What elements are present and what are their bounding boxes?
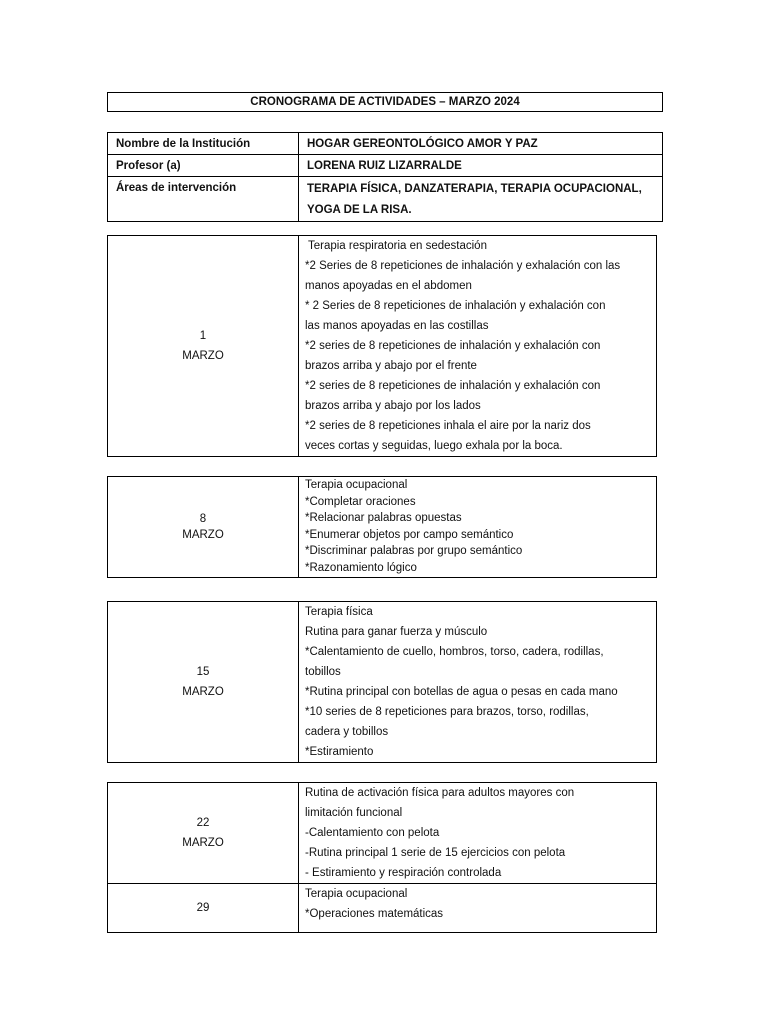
activity-line: *Estiramiento bbox=[305, 746, 374, 758]
activity-line: Terapia física bbox=[305, 606, 373, 618]
session-table-8 bbox=[107, 476, 657, 578]
session-date bbox=[108, 884, 299, 933]
session-table-1 bbox=[107, 235, 657, 457]
activity-line: - Estiramiento y respiración controlada bbox=[305, 867, 502, 879]
session-row bbox=[108, 884, 657, 933]
activity-line: *Discriminar palabras por grupo semántico bbox=[305, 545, 523, 557]
session-month: MARZO bbox=[182, 837, 224, 849]
info-label: Profesor (a) bbox=[108, 155, 299, 177]
session-table-15 bbox=[107, 601, 657, 763]
info-label: Nombre de la Institución bbox=[108, 133, 299, 155]
info-row-institution bbox=[108, 133, 663, 155]
activity-line: veces cortas y seguidas, luego exhala por la boca. bbox=[305, 440, 563, 452]
session-activities bbox=[299, 783, 657, 884]
activity-line: Terapia ocupacional bbox=[305, 479, 408, 491]
session-table-22-29 bbox=[107, 782, 657, 933]
activity-line: Terapia respiratoria en sedestación bbox=[305, 240, 487, 252]
session-row bbox=[108, 783, 657, 884]
session-month: MARZO bbox=[182, 529, 224, 541]
activity-line: *2 series de 8 repeticiones de inhalación y exhalación con bbox=[305, 380, 601, 392]
document-title: CRONOGRAMA DE ACTIVIDADES – MARZO 2024 bbox=[107, 92, 663, 112]
session-day: 22 bbox=[196, 817, 210, 829]
activity-line: *2 series de 8 repeticiones de inhalación y exhalación con bbox=[305, 340, 601, 352]
info-value-line: LORENA RUIZ LIZARRALDE bbox=[307, 160, 462, 172]
info-value bbox=[299, 177, 663, 222]
session-month: MARZO bbox=[182, 686, 224, 698]
activity-line: manos apoyadas en el abdomen bbox=[305, 280, 472, 292]
session-date bbox=[108, 477, 299, 578]
session-row bbox=[108, 602, 657, 763]
activity-line: *Operaciones matemáticas bbox=[305, 908, 444, 920]
activity-line: *Completar oraciones bbox=[305, 495, 416, 508]
activity-line: *Calentamiento de cuello, hombros, torso, cadera, rodillas, bbox=[305, 646, 604, 658]
activity-line: Rutina para ganar fuerza y músculo bbox=[305, 626, 488, 638]
activity-line: limitación funcional bbox=[305, 807, 403, 819]
info-value bbox=[299, 155, 663, 177]
activity-line: Rutina de activación física para adultos mayores con bbox=[305, 787, 575, 799]
session-day: 1 bbox=[199, 330, 207, 342]
session-day: 8 bbox=[199, 512, 207, 525]
activity-line: Terapia ocupacional bbox=[305, 888, 408, 900]
info-value-line: HOGAR GEREONTOLÓGICO AMOR Y PAZ bbox=[307, 138, 538, 150]
activity-line: *Razonamiento lógico bbox=[305, 561, 417, 574]
activity-line: brazos arriba y abajo por los lados bbox=[305, 400, 481, 412]
activity-line: *2 series de 8 repeticiones inhala el aire por la nariz dos bbox=[305, 420, 591, 432]
session-activities bbox=[299, 477, 657, 578]
activity-line: las manos apoyadas en las costillas bbox=[305, 320, 489, 332]
session-activities bbox=[299, 884, 657, 933]
info-row-areas bbox=[108, 177, 663, 222]
info-value-line: TERAPIA FÍSICA, DANZATERAPIA, TERAPIA OCUPACIONAL, bbox=[307, 183, 642, 195]
activity-line: -Rutina principal 1 serie de 15 ejercicios con pelota bbox=[305, 847, 566, 859]
session-date bbox=[108, 602, 299, 763]
institution-info-table bbox=[107, 132, 663, 222]
session-month: MARZO bbox=[182, 350, 224, 362]
session-date bbox=[108, 236, 299, 457]
session-date bbox=[108, 783, 299, 884]
session-day: 29 bbox=[196, 902, 210, 914]
session-activities bbox=[299, 602, 657, 763]
session-activities bbox=[299, 236, 657, 457]
info-label: Áreas de intervención bbox=[108, 177, 299, 222]
session-day: 15 bbox=[196, 666, 210, 678]
info-row-teacher bbox=[108, 155, 663, 177]
activity-line: -Calentamiento con pelota bbox=[305, 827, 440, 839]
activity-line: *Rutina principal con botellas de agua o pesas en cada mano bbox=[305, 686, 618, 698]
activity-line: *Enumerar objetos por campo semántico bbox=[305, 528, 514, 541]
activity-line: brazos arriba y abajo por el frente bbox=[305, 360, 477, 372]
activity-line: *Relacionar palabras opuestas bbox=[305, 512, 462, 524]
activity-line: * 2 Series de 8 repeticiones de inhalación y exhalación con bbox=[305, 300, 606, 312]
activity-line: tobillos bbox=[305, 666, 341, 678]
activity-line: cadera y tobillos bbox=[305, 726, 389, 738]
activity-line: *2 Series de 8 repeticiones de inhalación y exhalación con las bbox=[305, 260, 621, 272]
activity-line: *10 series de 8 repeticiones para brazos, torso, rodillas, bbox=[305, 706, 589, 718]
info-value bbox=[299, 133, 663, 155]
session-row bbox=[108, 477, 657, 578]
session-row bbox=[108, 236, 657, 457]
info-value-line: YOGA DE LA RISA. bbox=[307, 204, 412, 216]
